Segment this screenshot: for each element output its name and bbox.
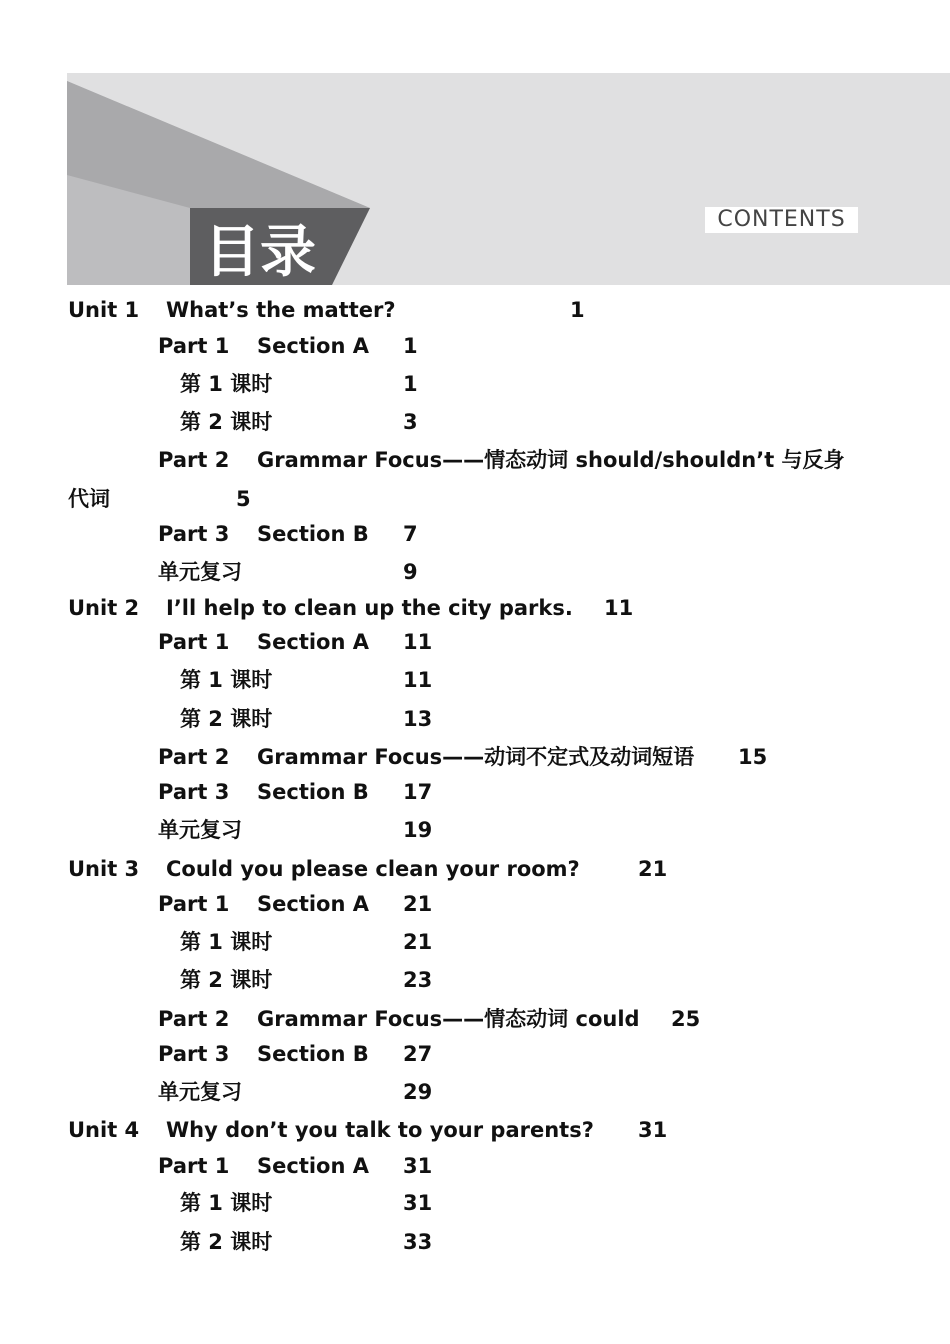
part-title: Section B bbox=[257, 1042, 369, 1066]
toc-unit-row bbox=[0, 596, 950, 622]
review-title: 单元复习 bbox=[158, 818, 242, 842]
part-title: Section A bbox=[257, 892, 369, 916]
toc-review-row bbox=[0, 1080, 950, 1106]
page-number: 17 bbox=[403, 780, 433, 804]
page-number: 25 bbox=[671, 1007, 701, 1031]
part-label: Part 3 bbox=[158, 522, 230, 546]
part-title: Section B bbox=[257, 780, 369, 804]
part-title: Grammar Focus——动词不定式及动词短语 bbox=[257, 745, 695, 769]
contents-label: CONTENTS bbox=[705, 207, 858, 233]
page-number: 15 bbox=[738, 745, 768, 769]
unit-title: Could you please clean your room? bbox=[166, 857, 580, 881]
review-title: 单元复习 bbox=[158, 560, 242, 584]
page-number: 11 bbox=[403, 630, 433, 654]
unit-label: Unit 3 bbox=[68, 857, 140, 881]
toc-part-row bbox=[0, 630, 950, 656]
toc-lesson-row bbox=[0, 1230, 950, 1256]
lesson-title: 第 1 课时 bbox=[180, 668, 273, 692]
page-number: 5 bbox=[236, 487, 251, 511]
page-number: 3 bbox=[403, 410, 418, 434]
page-title: 目录 bbox=[204, 220, 316, 285]
unit-title: What’s the matter? bbox=[166, 298, 396, 322]
page-number: 27 bbox=[403, 1042, 433, 1066]
toc-part-row bbox=[0, 892, 950, 918]
lesson-title: 第 2 课时 bbox=[180, 1230, 273, 1254]
toc-lesson-row bbox=[0, 1191, 950, 1217]
page-number: 1 bbox=[570, 298, 585, 322]
toc-part-row bbox=[0, 1007, 950, 1033]
toc-part-row bbox=[0, 334, 950, 360]
page-number: 23 bbox=[403, 968, 433, 992]
toc-review-row bbox=[0, 560, 950, 586]
page-number: 11 bbox=[403, 668, 433, 692]
lesson-title: 第 1 课时 bbox=[180, 1191, 273, 1215]
page-number: 21 bbox=[638, 857, 668, 881]
part-title: Section A bbox=[257, 630, 369, 654]
part-title: Section A bbox=[257, 1154, 369, 1178]
toc-unit-row bbox=[0, 1118, 950, 1144]
toc-lesson-row bbox=[0, 410, 950, 436]
toc-review-row bbox=[0, 818, 950, 844]
toc-part-row bbox=[0, 1042, 950, 1068]
part-title: Grammar Focus——情态动词 could bbox=[257, 1007, 640, 1031]
toc-unit-row bbox=[0, 298, 950, 324]
part-label: Part 3 bbox=[158, 780, 230, 804]
part-title: Grammar Focus——情态动词 should/shouldn’t 与反身 bbox=[257, 448, 845, 472]
page-number: 9 bbox=[403, 560, 418, 584]
toc-lesson-row bbox=[0, 968, 950, 994]
toc-part-row bbox=[0, 780, 950, 806]
part-label: Part 1 bbox=[158, 1154, 230, 1178]
toc-part-row bbox=[0, 448, 950, 474]
toc-part-row bbox=[0, 1154, 950, 1180]
lesson-title: 第 2 课时 bbox=[180, 410, 273, 434]
lesson-title: 第 2 课时 bbox=[180, 707, 273, 731]
lesson-title: 第 1 课时 bbox=[180, 930, 273, 954]
part-label: Part 2 bbox=[158, 448, 230, 472]
toc-part-row-continued bbox=[0, 487, 950, 513]
unit-label: Unit 4 bbox=[68, 1118, 140, 1142]
toc-part-row bbox=[0, 522, 950, 548]
part-title: Section B bbox=[257, 522, 369, 546]
toc-lesson-row bbox=[0, 930, 950, 956]
page-number: 33 bbox=[403, 1230, 433, 1254]
unit-title: I’ll help to clean up the city parks. bbox=[166, 596, 573, 620]
page-number: 7 bbox=[403, 522, 418, 546]
unit-label: Unit 1 bbox=[68, 298, 140, 322]
toc-lesson-row bbox=[0, 707, 950, 733]
page-number: 31 bbox=[638, 1118, 668, 1142]
part-label: Part 2 bbox=[158, 1007, 230, 1031]
part-title-continued: 代词 bbox=[68, 487, 110, 511]
lesson-title: 第 1 课时 bbox=[180, 372, 273, 396]
toc-part-row bbox=[0, 745, 950, 771]
toc-lesson-row bbox=[0, 668, 950, 694]
page-number: 29 bbox=[403, 1080, 433, 1104]
page-number: 19 bbox=[403, 818, 433, 842]
part-label: Part 1 bbox=[158, 334, 230, 358]
page-number: 1 bbox=[403, 372, 418, 396]
page-number: 21 bbox=[403, 892, 433, 916]
part-label: Part 2 bbox=[158, 745, 230, 769]
part-label: Part 3 bbox=[158, 1042, 230, 1066]
toc-unit-row bbox=[0, 857, 950, 883]
page-number: 13 bbox=[403, 707, 433, 731]
part-title: Section A bbox=[257, 334, 369, 358]
part-label: Part 1 bbox=[158, 892, 230, 916]
page-number: 1 bbox=[403, 334, 418, 358]
lesson-title: 第 2 课时 bbox=[180, 968, 273, 992]
page-number: 11 bbox=[604, 596, 634, 620]
toc-lesson-row bbox=[0, 372, 950, 398]
unit-label: Unit 2 bbox=[68, 596, 140, 620]
page-number: 31 bbox=[403, 1191, 433, 1215]
page-number: 21 bbox=[403, 930, 433, 954]
page-number: 31 bbox=[403, 1154, 433, 1178]
unit-title: Why don’t you talk to your parents? bbox=[166, 1118, 594, 1142]
part-label: Part 1 bbox=[158, 630, 230, 654]
review-title: 单元复习 bbox=[158, 1080, 242, 1104]
